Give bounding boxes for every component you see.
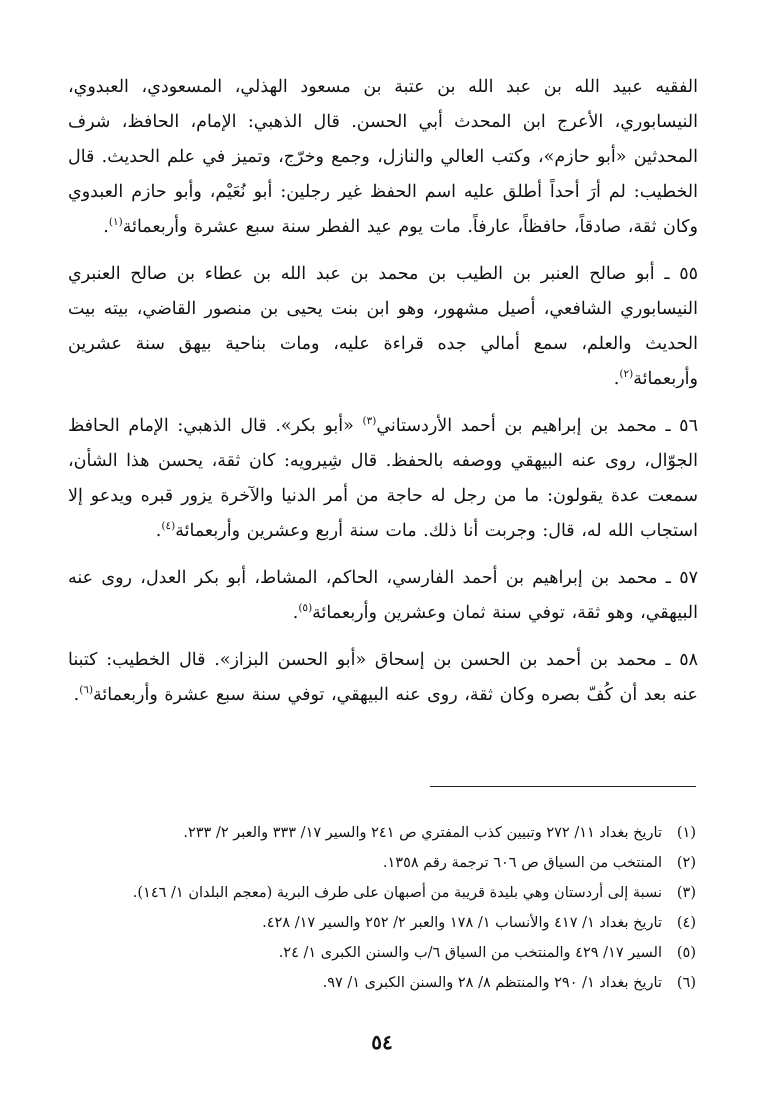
entry-paragraph <box>68 561 698 631</box>
footnote-number: (٤) <box>676 915 696 931</box>
entry-tail: . <box>155 521 162 541</box>
footnote-text: تاريخ بغداد ١/ ٤١٧ والأنساب ١/ ١٧٨ والعبر ٢/ ٢٥٢ والسير ١٧/ ٤٢٨. <box>262 915 662 931</box>
footnote-number: (٢) <box>676 855 696 871</box>
entry-text: ٥٦ ـ محمد بن إبراهيم بن أحمد الأردستاني <box>376 416 698 436</box>
entry-paragraph <box>68 409 698 549</box>
footnote-item <box>68 848 696 878</box>
entry-tail: . <box>73 685 80 705</box>
footnote-number: (٥) <box>676 945 696 961</box>
entry-tail: . <box>613 369 620 389</box>
footnote-text: تاريخ بغداد ١١/ ٢٧٢ وتبيين كذب المفتري ص ٢٤١ والسير ١٧/ ٣٣٣ والعبر ٢/ ٢٣٣. <box>183 825 662 841</box>
footnote-ref[interactable]: (١) <box>108 216 123 229</box>
footnote-ref[interactable]: (٥) <box>298 602 313 615</box>
entry-tail: . <box>103 217 109 237</box>
footnote-ref[interactable]: (٢) <box>619 368 634 381</box>
footnote-ref[interactable]: (٦) <box>79 684 94 697</box>
entry-text: ٥٨ ـ محمد بن أحمد بن الحسن بن إسحاق «أبو الحسن البزاز». قال الخطيب: كتبنا عنه بعد أن كُفّ بصره وكان ثقة، روى عنه البيهقي، توفي سنة سبع عشرة وأربعمائة <box>68 650 698 705</box>
entry-text: «أبو بكر». قال الذهبي: الإمام الحافظ الجوّال، روى عنه البيهقي ووصفه بالحفظ. قال شِيرويه: كان ثقة، يحسن هذا الشأن، سمعت عدة يقولون: ما من رجل له حاجة من أمر الدنيا والآخرة يزور قبره ويدعو إلا استجاب الله له، قال: وجربت أنا ذلك. مات سنة أربع وعشرين وأربعمائة <box>68 416 698 541</box>
main-text <box>68 70 698 725</box>
footnote-number: (١) <box>676 825 696 841</box>
footnote-text: السير ١٧/ ٤٢٩ والمنتخب من السياق ٦/ب والسنن الكبرى ١/ ٢٤. <box>278 945 662 961</box>
entry-tail: . <box>292 603 299 623</box>
footnote-number: (٦) <box>676 975 696 991</box>
footnote-ref[interactable]: (٣) <box>362 415 377 428</box>
footnote-text: تاريخ بغداد ١/ ٢٩٠ والمنتظم ٨/ ٢٨ والسنن الكبرى ١/ ٩٧. <box>322 975 662 991</box>
footnote-item <box>68 878 696 908</box>
entry-paragraph <box>68 643 698 713</box>
footnotes <box>68 818 696 998</box>
footnote-item <box>68 968 696 998</box>
entry-text: ٥٥ ـ أبو صالح العنبر بن الطيب بن محمد بن عبد الله بن عطاء بن صالح العنبري النيسابوري الشافعي، أصيل مشهور، وهو ابن بنت يحيى بن منصور القاضي، بيته بيت الحديث والعلم، سمع أمالي جده قراءة عليه، ومات بناحية بيهق سنة عشرين وأربعمائة <box>68 264 698 389</box>
footnote-item <box>68 908 696 938</box>
entry-text: ٥٧ ـ محمد بن إبراهيم بن أحمد الفارسي، الحاكم، المشاط، أبو بكر العدل، روى عنه البيهقي، وهو ثقة، توفي سنة ثمان وعشرين وأربعمائة <box>68 568 698 623</box>
footnote-text: المنتخب من السياق ص ٦٠٦ ترجمة رقم ١٣٥٨. <box>382 855 662 871</box>
footnote-ref[interactable]: (٤) <box>161 520 176 533</box>
entry-paragraph <box>68 70 698 245</box>
footnote-item <box>68 938 696 968</box>
footnote-text: نسبة إلى أردستان وهي بليدة قريبة من أصبهان على طرف البرية (معجم البلدان ١/ ١٤٦). <box>132 885 662 901</box>
page-number: ٥٤ <box>371 1030 393 1054</box>
footnote-divider <box>430 786 696 787</box>
entry-text: الفقيه عبيد الله بن عبد الله بن عتبة بن مسعود الهذلي، المسعودي، العبدوي، النيسابوري، الأعرج ابن المحدث أبي الحسن. قال الذهبي: الإمام، الحافظ، شرف المحدثين «أبو حازم»، وكتب العالي والنازل، وجمع وخرّج، وتميز في علم الحديث. قال الخطيب: لم أرَ أحداً أطلق عليه اسم الحفظ غير رجلين: أبو نُعَيْم، وأبو حازم العبدوي وكان ثقة، صادقاً، حافظاً، عارفاً. مات يوم عيد الفطر سنة سبع عشرة وأربعمائة <box>68 77 698 237</box>
footnote-item <box>68 818 696 848</box>
entry-paragraph <box>68 257 698 397</box>
footnote-number: (٣) <box>676 885 696 901</box>
